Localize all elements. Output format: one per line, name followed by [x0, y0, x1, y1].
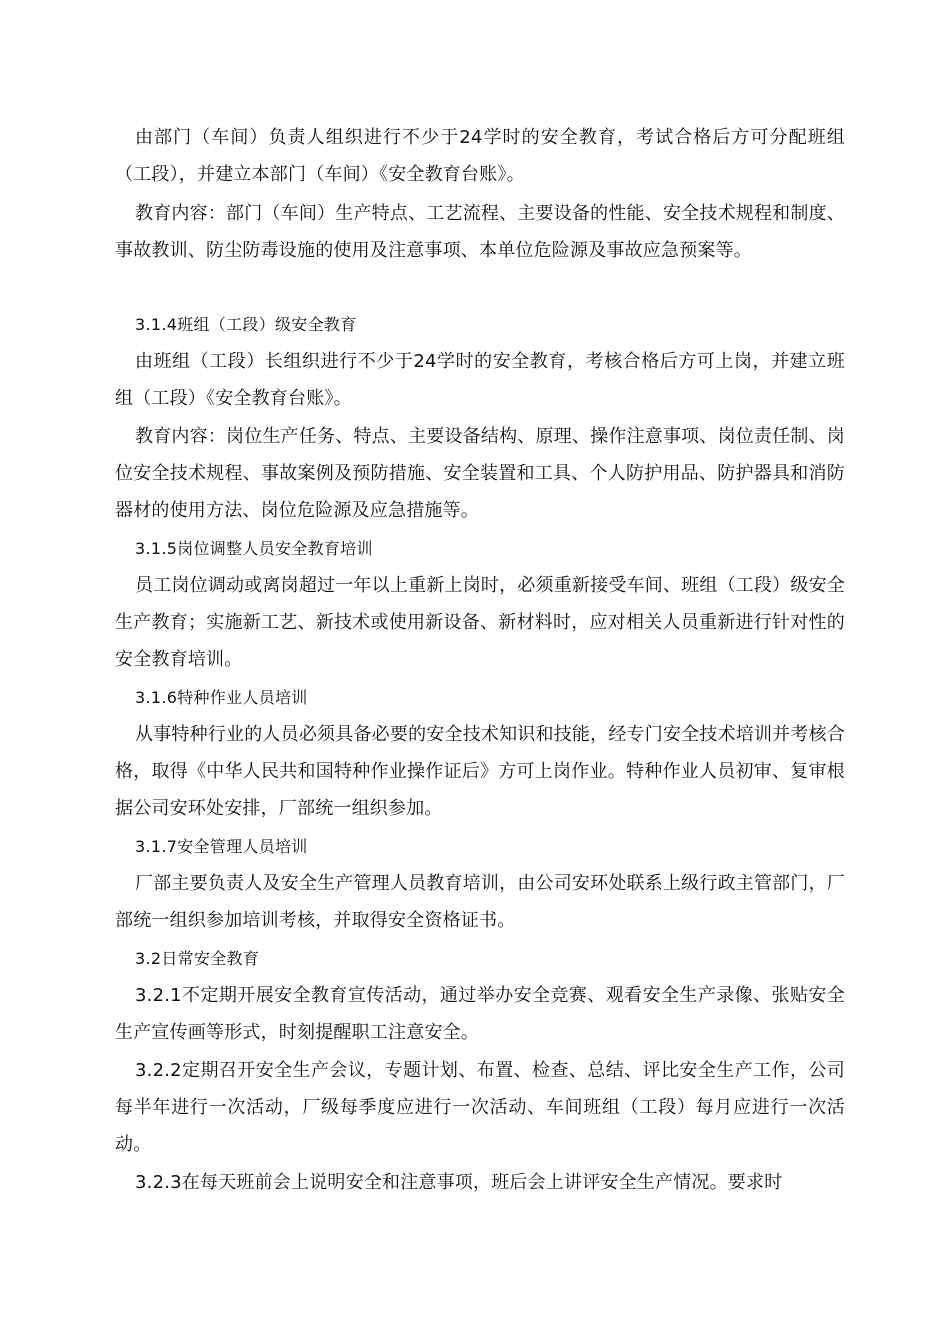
paragraph-team-education: 由班组（工段）长组织进行不少于24学时的安全教育，考核合格后方可上岗，并建立班组（工段）《安全教育台账》。: [115, 351, 845, 409]
section-heading-3-1-4: 3.1.4班组（工段）级安全教育: [135, 315, 357, 334]
paragraph-safety-managers: 厂部主要负责人及安全生产管理人员教育培训，由公司安环处联系上级行政主管部门，厂部统一组织参加培训考核，并取得安全资格证书。: [115, 873, 845, 931]
paragraph-3-2-2: 3.2.2定期召开安全生产会议，专题计划、布置、检查、总结、评比安全生产工作，公司每半年进行一次活动，厂级每季度应进行一次活动、车间班组（工段）每月应进行一次活动。: [115, 1060, 845, 1155]
paragraph-3-2-1: 3.2.1不定期开展安全教育宣传活动，通过举办安全竞赛、观看安全生产录像、张贴安全生产宣传画等形式，时刻提醒职工注意安全。: [115, 985, 845, 1043]
paragraph-dept-content: 教育内容：部门（车间）生产特点、工艺流程、主要设备的性能、安全技术规程和制度、事故教训、防尘防毒设施的使用及注意事项、本单位危险源及事故应急预案等。: [115, 203, 845, 261]
paragraph-team-content: 教育内容：岗位生产任务、特点、主要设备结构、原理、操作注意事项、岗位责任制、岗位安全技术规程、事故案例及预防措施、安全装置和工具、个人防护用品、防护器具和消防器材的使用方法、岗位危险源及应急措施等。: [115, 426, 845, 521]
paragraph-special-operations: 从事特种行业的人员必须具备必要的安全技术知识和技能，经专门安全技术培训并考核合格，取得《中华人民共和国特种作业操作证后》方可上岗作业。特种作业人员初审、复审根据公司安环处安排，厂部统一组织参加。: [115, 724, 845, 819]
paragraph-position-change: 员工岗位调动或离岗超过一年以上重新上岗时，必须重新接受车间、班组（工段）级安全生产教育；实施新工艺、新技术或使用新设备、新材料时，应对相关人员重新进行针对性的安全教育培训。: [115, 575, 845, 670]
section-heading-3-1-7: 3.1.7安全管理人员培训: [135, 837, 308, 856]
section-heading-3-2: 3.2日常安全教育: [135, 949, 260, 968]
paragraph-3-2-3: 3.2.3在每天班前会上说明安全和注意事项，班后会上讲评安全生产情况。要求时: [135, 1172, 783, 1193]
section-heading-3-1-6: 3.1.6特种作业人员培训: [135, 688, 308, 707]
paragraph-dept-education: 由部门（车间）负责人组织进行不少于24学时的安全教育，考试合格后方可分配班组（工段），并建立本部门（车间）《安全教育台账》。: [115, 127, 845, 185]
section-heading-3-1-5: 3.1.5岗位调整人员安全教育培训: [135, 539, 373, 558]
